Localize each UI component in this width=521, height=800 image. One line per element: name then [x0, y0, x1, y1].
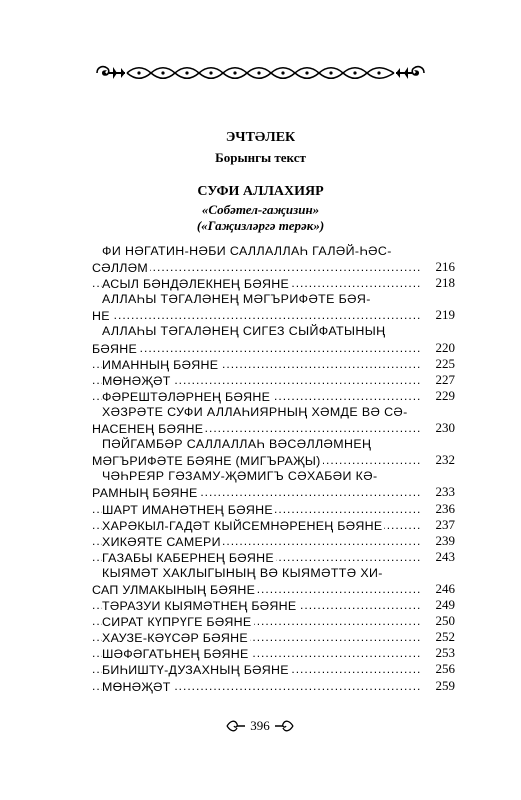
toc-entry [92, 468, 455, 484]
toc-entry [92, 259, 455, 275]
toc-entry [92, 340, 455, 356]
toc-entry-page: 216 [435, 259, 455, 275]
toc-entry-title: МӨНӘҖӘТ [102, 373, 171, 388]
toc-entry-title: АЛЛАҺЫ ТӘГАЛӘНЕҢ МӘГЪРИФӘТЕ БӘЯ- [102, 292, 371, 307]
toc-entry [92, 629, 455, 645]
toc-entry-page: 230 [435, 420, 455, 436]
toc-entry-title: ХӘЗРӘТЕ СУФИ АЛЛАҺИЯРНЫҢ ХӘМДЕ ВӘ СӘ- [102, 404, 408, 419]
toc-entry-title: АЛЛАҺЫ ТӘГАЛӘНЕҢ СИГЕЗ СЫЙФАТЫНЫҢ [102, 324, 386, 339]
toc-entry-title: ПӘЙГАМБӘР САЛЛАЛЛАҺ ВӘСӘЛЛӘМНЕҢ [102, 437, 372, 452]
page-number-block [225, 716, 295, 736]
toc-entry-title: РАМНЫҢ БӘЯНЕ [92, 486, 198, 501]
toc-entry [92, 533, 455, 549]
toc-entry-page: 219 [435, 307, 455, 323]
toc-entry-page: 256 [435, 661, 455, 677]
toc-entry [92, 275, 455, 291]
toc-entry-title: АСЫЛ БӘНДӘЛЕКНЕҢ БӘЯНЕ [102, 277, 290, 292]
toc-entry-page: 237 [435, 516, 455, 532]
toc-entry-page: 233 [435, 484, 455, 500]
toc-entry [92, 452, 455, 468]
toc-entry-page: 220 [435, 339, 455, 355]
toc-entry [92, 597, 455, 613]
toc-entry-title: МӨНӘҖӘТ [102, 679, 171, 694]
toc-entry [92, 420, 455, 436]
toc-entry [92, 661, 455, 677]
author-heading: СУФИ АЛЛАХИЯР [197, 184, 324, 199]
toc-entry [92, 565, 455, 581]
toc-entry-title: ХАУЗЕ-КӘҮСӘР БӘЯНЕ [102, 631, 248, 646]
toc-entry-title: КЫЯМӘТ ХАКЛЫГЫНЫҢ ВӘ КЫЯМӘТТӘ ХИ- [102, 565, 383, 580]
toc-entry-title: СӘЛЛӘМ [92, 261, 148, 276]
toc-entry-page: 239 [435, 532, 455, 548]
toc-entry-page: 232 [435, 452, 455, 468]
toc-entry [92, 307, 455, 323]
toc-entry-title: МӘГЪРИФӘТЕ БӘЯНЕ (МИГЪРАҖЫ) [92, 454, 321, 469]
toc-entry-page: 243 [435, 548, 455, 564]
toc-entry [92, 436, 455, 452]
toc-entry [92, 372, 455, 388]
section-heading: ЭЧТӘЛЕК [225, 130, 296, 145]
toc-entry-title: СИРАТ КҮПРҮГЕ БӘЯНЕ [102, 615, 252, 630]
toc-entry-page: 249 [435, 597, 455, 613]
toc-entry-title: НАСЕНЕҢ БӘЯНЕ [92, 422, 204, 437]
subsection-heading: Борынгы текст [215, 150, 306, 165]
toc-entry-page: 229 [435, 387, 455, 403]
toc-entry-title: ХИКӘЯТЕ САМЕРИ [102, 534, 221, 549]
work-translation: («Гаҗизләргә терәк») [196, 218, 325, 233]
toc-entry [92, 613, 455, 629]
toc-entry [92, 484, 455, 500]
toc-entry-title: ГАЗАБЫ КАБЕРНЕҢ БӘЯНЕ [102, 550, 274, 565]
toc-entry [92, 645, 455, 661]
toc-entry-title: ФӘРЕШТӘЛӘРНЕҢ БӘЯНЕ [102, 389, 271, 404]
toc-entry-page: 253 [435, 645, 455, 661]
toc-entry [92, 356, 455, 372]
toc-entry-title: ЧӘҺРЕЯР ГӘЗАМУ-ҖӘМИГЪ СӘХАБӘИ КӘ- [102, 469, 378, 484]
toc-entry-page: 246 [435, 580, 455, 596]
toc-entry-page: 250 [435, 613, 455, 629]
toc-entry [92, 517, 455, 533]
toc-entry-title: ФИ НӘГАТИН-НӘБИ САЛЛАЛЛАҺ ГАЛӘЙ-ҺӘС- [102, 244, 392, 258]
toc-entry-page: 227 [435, 371, 455, 387]
page-number: 396 [250, 718, 270, 733]
toc-entry-page: 252 [435, 629, 455, 645]
top-ornament [95, 62, 426, 84]
toc-entry-title: ШӘФӘГАТЬНЕҢ БӘЯНЕ [102, 647, 249, 662]
toc-entry [92, 581, 455, 597]
toc-entry-title: ШАРТ ИМАНӘТНЕҢ БӘЯНЕ [102, 502, 273, 517]
toc-entry-page: 225 [435, 355, 455, 371]
work-title: «Собәтел-гаҗизин» [201, 202, 320, 217]
toc-entry [92, 388, 455, 404]
toc-entry-title: САП УЛМАКЫНЫҢ БӘЯНЕ [92, 582, 256, 597]
toc-entry-page: 259 [435, 677, 455, 693]
toc-entry-title: ИМАННЫҢ БӘЯНЕ [102, 357, 219, 372]
toc-entry [92, 323, 455, 339]
table-of-contents [92, 243, 455, 694]
toc-entry [92, 549, 455, 565]
toc-entry-title: ХАРӘКЫЛ-ГАДӘТ КЫЙСЕМНӘРЕНЕҢ БӘЯНЕ [102, 518, 383, 533]
toc-entry-title: БИҺИШТҮ-ДУЗАХНЫҢ БӘЯНЕ [102, 663, 289, 678]
toc-entry-page: 236 [435, 500, 455, 516]
toc-entry-title: ТӘРАЗУИ КЫЯМӘТНЕҢ БӘЯНЕ [102, 599, 297, 614]
toc-entry [92, 678, 455, 694]
toc-entry-title: БӘЯНЕ [92, 341, 138, 356]
toc-entry-page: 218 [435, 275, 455, 291]
toc-entry [92, 291, 455, 307]
toc-entry [92, 404, 455, 420]
toc-entry [92, 243, 455, 259]
toc-entry [92, 501, 455, 517]
toc-entry-title: НЕ [92, 309, 110, 324]
